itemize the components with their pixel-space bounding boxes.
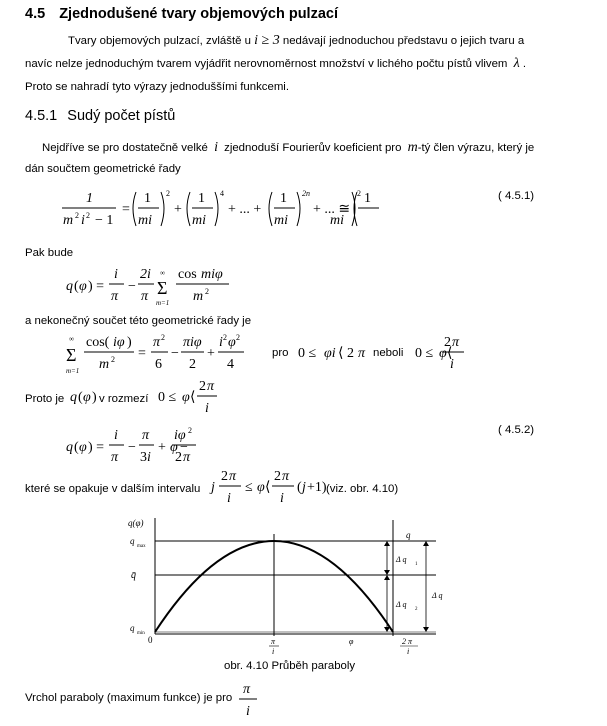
opakuje-math-graphic [211,467,327,511]
equation-q-phi-series [66,263,236,312]
nekonecny-text: a nekonečný součet této geometrické řady je [25,315,252,327]
dq1-label: Δ q [396,555,407,564]
svg-text:+: + [207,346,215,361]
svg-text:π: π [243,682,251,697]
opakuje-math [211,467,327,516]
viz-text: (viz. obr. 4.10) [326,483,399,495]
svg-text:π: π [358,346,366,361]
svg-text:0 ≤: 0 ≤ [415,346,434,361]
v-rozmezi-math-graphic [158,379,218,419]
equation-4-5-2-tail-graphic [172,424,212,468]
svg-text:i: i [280,491,284,506]
svg-text:2: 2 [166,189,170,198]
svg-text:2: 2 [199,379,206,394]
svg-text:−: − [128,279,136,294]
svg-text:2: 2 [175,450,182,465]
svg-text:i: i [219,335,223,350]
svg-text:φ: φ [170,440,178,455]
svg-text:4: 4 [220,189,224,198]
body-line-2: dán součtem geometrické řady [25,163,181,175]
dq2-arrow-head-bottom [384,627,390,632]
svg-text:π: π [111,450,119,465]
subsection-heading [25,108,175,124]
svg-text:i: i [450,357,454,372]
svg-text:+: + [174,202,182,217]
svg-text:−: − [128,440,136,455]
svg-text:cos(: cos( [86,335,110,350]
svg-text:m=1: m=1 [66,367,80,375]
pi-label: π [271,637,276,646]
svg-text:2: 2 [444,335,451,350]
svg-text:− 1: − 1 [95,213,114,228]
svg-text:): ) [92,390,97,405]
pak-bude-text: Pak bude [25,247,74,259]
svg-text:⟨ 2: ⟨ 2 [338,346,354,361]
svg-text:j: j [211,480,215,495]
svg-text:π: π [111,289,119,304]
equation-4-5-2-tail [172,424,212,473]
body-line-1 [42,138,534,158]
qmax-label: q [130,536,135,546]
qmin-label: q [130,623,135,633]
equation-q-phi-series-graphic [66,263,236,307]
qmax-sub-label: max [137,544,146,549]
svg-text:≤: ≤ [245,480,253,495]
svg-text:j: j [302,480,306,495]
svg-text:2: 2 [357,189,361,198]
svg-text:∞: ∞ [160,269,165,277]
intro-line-1 [68,31,524,51]
svg-text:⟨: ⟨ [190,390,196,405]
intro-line-3: Proto se nahradí tyto výrazy jednoduššími funkcemi. [25,81,290,93]
svg-text:⟨: ⟨ [265,480,271,495]
intro-text: nedávají jednoduchou představu o jejich tvaru a [282,35,525,47]
subsection-title: Sudý počet pístů [67,108,176,124]
svg-text:q: q [70,390,77,405]
range-or-text: neboli [373,347,404,359]
svg-text:mi: mi [192,213,206,228]
svg-text:3: 3 [140,450,147,465]
equation-number-4-5-1: ( 4.5.1) [498,190,535,202]
svg-text:) =: ) = [88,440,105,455]
svg-text:2: 2 [86,211,90,220]
svg-text:m=1: m=1 [156,299,170,307]
range-text [272,343,288,363]
proto-je-line [25,389,64,409]
body-text: zjednoduší Fourierův koeficient pro [224,142,402,154]
svg-text:2: 2 [221,469,228,484]
dq2-sub-label: 2 [415,607,418,612]
svg-text:(: ( [297,480,302,495]
svg-text:cos: cos [178,267,197,282]
y-axis-label: q(φ) [128,518,144,528]
equation-number-4-5-2: ( 4.5.2) [498,424,535,436]
vrchol-math-graphic [238,679,260,721]
range-fraction [442,331,472,380]
svg-text:Σ: Σ [66,345,77,365]
section-number: 4.5 [25,6,46,22]
subsection-number: 4.5.1 [25,108,58,124]
dq-arrow-head-bottom [423,627,429,632]
intro-text: navíc nelze jednoduchým tvarem vyjádřit nerovnoměrnost množství v lichého počtu pístů vlivem [25,58,508,70]
svg-text:i: i [205,401,209,416]
svg-text:+ ... ≅: + ... ≅ [313,202,351,217]
svg-text:m: m [63,213,74,228]
svg-text:2: 2 [111,355,115,364]
dq2-label: Δ q [396,600,407,609]
svg-text:2: 2 [188,426,192,435]
svg-text:2: 2 [274,469,281,484]
svg-text:6: 6 [155,357,162,372]
inline-math: i ≥ 3 [254,33,280,48]
svg-text:m: m [99,357,110,372]
pi-i-label: i [272,647,275,656]
svg-text:φ: φ [79,440,87,455]
svg-text:−: − [180,440,188,455]
intro-line-2 [25,54,526,74]
svg-text:φ: φ [79,279,87,294]
phi-axis-label: φ [349,637,354,646]
proto-je-text: Proto je [25,393,65,405]
svg-text:i: i [147,450,151,465]
svg-text:0 ≤: 0 ≤ [298,346,317,361]
origin-label: 0 [148,635,153,645]
svg-text:m: m [193,289,204,304]
svg-text:iφ: iφ [113,335,125,350]
svg-text:φ: φ [83,390,91,405]
svg-text:q: q [66,279,73,294]
svg-text:2: 2 [189,357,196,372]
svg-text:(: ( [78,390,83,405]
svg-text:2i: 2i [140,267,151,282]
intro-text: . [522,58,527,70]
svg-text:2: 2 [75,211,79,220]
qmin-sub-label: min [137,631,145,636]
svg-text:2: 2 [161,333,165,342]
intro-text: Tvary objemových pulzací, zvláště u [68,35,251,47]
svg-text:π: π [207,379,215,394]
dq-label: Δ q [432,591,443,600]
svg-text:iφ: iφ [174,428,186,443]
figure-parabola [120,510,460,663]
opakuje-text: které se opakuje v dalším intervalu [25,483,201,495]
svg-text:π: π [142,428,150,443]
svg-text:π: π [452,335,460,350]
inline-math: m [407,140,418,155]
vrchol-text: Vrchol paraboly (maximum funkce) je pro [25,692,233,704]
svg-text:+: + [158,440,166,455]
svg-text:mi: mi [330,213,344,228]
svg-text:2: 2 [205,287,209,296]
svg-text:4: 4 [227,357,234,372]
range-fraction-graphic [442,331,472,375]
svg-text:1: 1 [86,191,93,206]
body-text: Nejdříve se pro dostatečně velké [42,142,208,154]
dq2-arrow-head-top [384,575,390,580]
svg-text:) =: ) = [88,279,105,294]
svg-text:i: i [246,704,250,719]
svg-text:=: = [122,202,130,217]
svg-text:∞: ∞ [69,335,74,343]
svg-text:1: 1 [198,191,205,206]
svg-text:πiφ: πiφ [183,335,202,350]
svg-text:φ: φ [439,346,447,361]
svg-text:mi: mi [138,213,152,228]
svg-text:π: π [153,335,161,350]
dq-arrow-head-top [423,541,429,546]
equation-infinite-sum [66,331,246,380]
q-right-label: q [406,530,411,540]
svg-text:0 ≤: 0 ≤ [158,390,177,405]
equation-infinite-sum-graphic [66,331,246,375]
parabola-plot [120,510,460,658]
svg-text:π: π [229,469,237,484]
svg-text:1: 1 [144,191,151,206]
two-pi-i-label: i [407,647,410,656]
svg-text:i: i [114,267,118,282]
svg-text:+ ... +: + ... + [228,202,262,217]
section-heading [25,6,338,22]
section-title: Zjednodušené tvary objemových pulzací [59,6,338,22]
svg-text:i: i [114,428,118,443]
svg-text:(: ( [74,440,79,455]
vrchol-math [238,679,260,726]
svg-text:): ) [127,335,132,350]
svg-text:φ: φ [257,480,265,495]
inline-math: λ [513,56,520,71]
inline-math: i [214,140,218,155]
dq1-arrow-head-top [384,541,390,546]
svg-text:−: − [171,346,179,361]
svg-text:π: π [141,289,149,304]
two-pi-label: 2 π [402,637,413,646]
dq1-sub-label: 1 [415,562,418,567]
svg-text:φ: φ [182,390,190,405]
body-text: -tý člen výrazu, který je [417,142,535,154]
svg-text:π: π [183,450,191,465]
svg-text:i: i [227,491,231,506]
svg-text:φ: φ [228,335,236,350]
svg-text:φi: φi [324,346,336,361]
svg-text:(: ( [74,279,79,294]
v-rozmezi-text: v rozmezí [99,393,149,405]
svg-text:⟨: ⟨ [447,346,453,361]
equation-4-5-1-tail [330,186,370,239]
svg-text:=: = [138,346,146,361]
svg-text:mi: mi [274,213,288,228]
svg-text:+1): +1) [307,480,327,495]
svg-text:2: 2 [223,333,227,342]
svg-text:miφ: miφ [201,267,223,282]
v-rozmezi-math [158,379,218,424]
qbar-label: q̄ [131,570,136,581]
svg-text:1: 1 [280,191,287,206]
svg-text:q: q [66,440,73,455]
svg-text:2n: 2n [302,189,310,198]
svg-text:2: 2 [236,333,240,342]
svg-text:1: 1 [364,191,371,206]
range-label: pro [272,347,289,359]
svg-text:i: i [81,213,85,228]
equation-4-5-1-tail-graphic [330,186,370,234]
svg-text:π: π [282,469,290,484]
figure-caption: obr. 4.10 Průběh paraboly [224,660,356,672]
svg-text:Σ: Σ [157,278,168,298]
dq1-arrow-head-bottom [384,570,390,575]
